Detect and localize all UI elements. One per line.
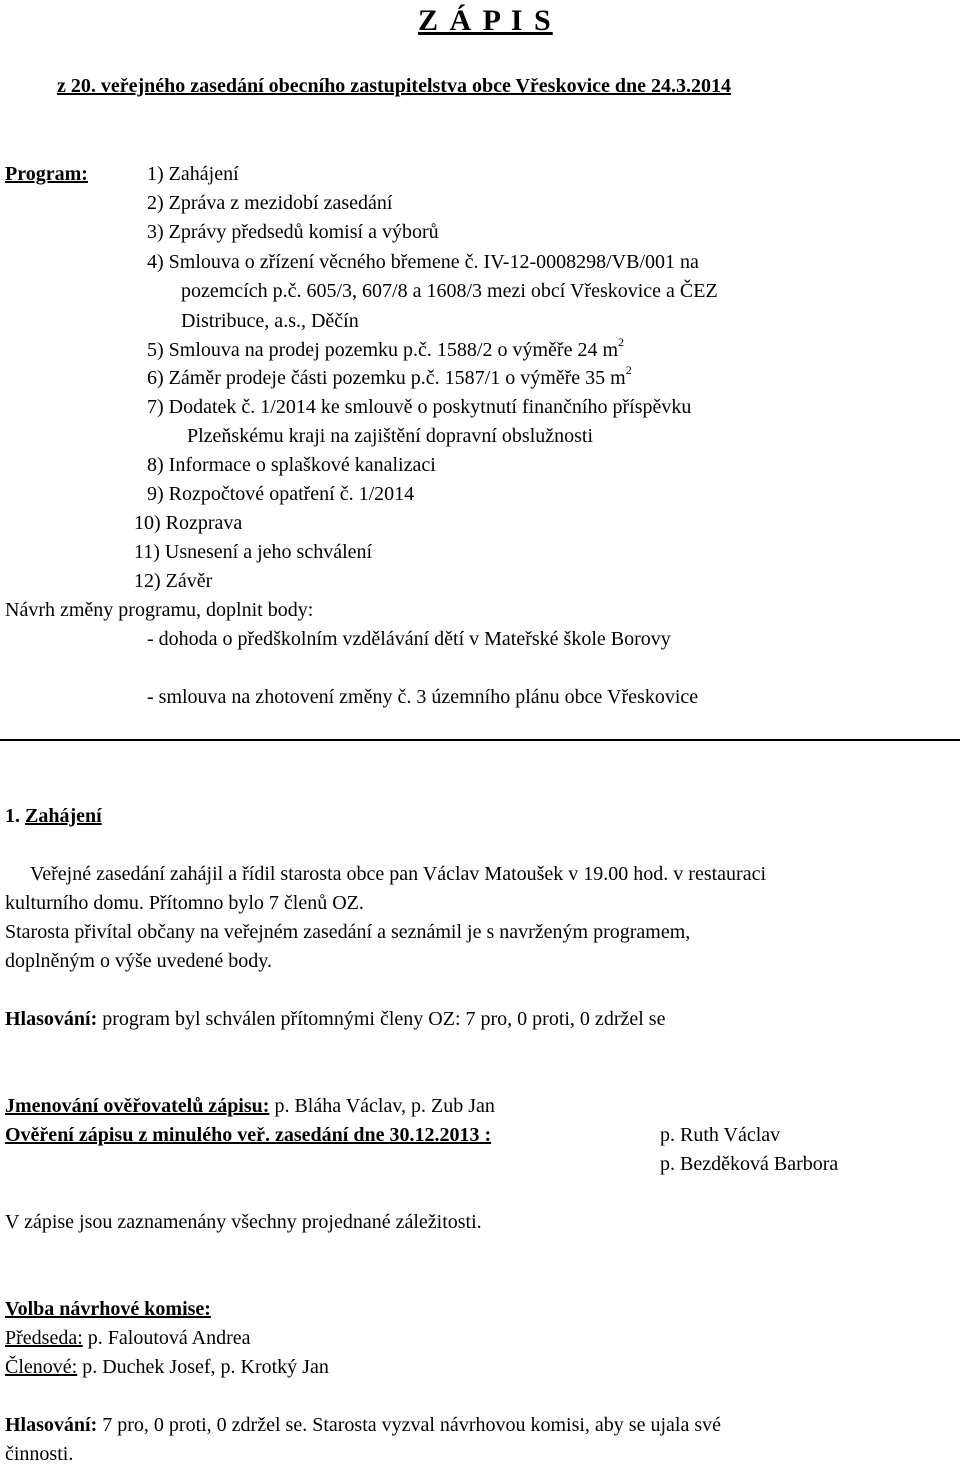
members-line: Členové: p. Duchek Josef, p. Krotký Jan bbox=[5, 1356, 329, 1378]
program-item: 12) Závěr bbox=[134, 570, 213, 592]
chair-line: Předseda: p. Faloutová Andrea bbox=[5, 1327, 251, 1349]
paragraph-line: kulturního domu. Přítomno bylo 7 členů OZ. bbox=[5, 892, 364, 914]
previous-minutes-name: p. Bezděková Barbora bbox=[660, 1153, 839, 1175]
program-item: 7) Dodatek č. 1/2014 ke smlouvě o poskytnutí finančního příspěvku bbox=[147, 396, 692, 418]
committee-label: Volba návrhové komise: bbox=[5, 1298, 211, 1320]
program-item: Distribuce, a.s., Děčín bbox=[181, 310, 359, 332]
section-heading: 1. Zahájení bbox=[5, 805, 102, 827]
previous-minutes-label: Ověření zápisu z minulého veř. zasedání dne 30.12.2013 : bbox=[5, 1124, 492, 1146]
document-title: Z Á P I S bbox=[418, 4, 553, 37]
program-item: 4) Smlouva o zřízení věcného břemene č. IV-12-0008298/VB/001 na bbox=[147, 251, 699, 273]
paragraph-line: doplněným o výše uvedené body. bbox=[5, 950, 272, 972]
program-item: pozemcích p.č. 605/3, 607/8 a 1608/3 mezi obcí Vřeskovice a ČEZ bbox=[181, 280, 718, 302]
previous-minutes-name: p. Ruth Václav bbox=[660, 1124, 781, 1146]
program-item: 1) Zahájení bbox=[147, 163, 239, 185]
vote-line: Hlasování: program byl schválen přítomnými členy OZ: 7 pro, 0 proti, 0 zdržel se bbox=[5, 1008, 666, 1030]
program-change-item: - smlouva na zhotovení změny č. 3 územního plánu obce Vřeskovice bbox=[147, 686, 699, 708]
superscript: 2 bbox=[625, 363, 632, 378]
program-item: 5) Smlouva na prodej pozemku p.č. 1588/2 o výměře 24 $m^2$ bbox=[147, 335, 625, 361]
program-change-item: - dohoda o předškolním vzdělávání dětí v Mateřské škole Borovy bbox=[147, 628, 671, 650]
paragraph-line: Veřejné zasedání zahájil a řídil starosta obce pan Václav Matoušek v 19.00 hod. v restauraci bbox=[30, 863, 767, 885]
program-item: Plzeňskému kraji na zajištění dopravní obslužnosti bbox=[187, 425, 594, 447]
program-item: 9) Rozpočtové opatření č. 1/2014 bbox=[147, 483, 415, 505]
program-item: 2) Zpráva z mezidobí zasedání bbox=[147, 192, 393, 214]
divider bbox=[0, 739, 960, 741]
program-item: 3) Zprávy předsedů komisí a výborů bbox=[147, 221, 439, 243]
vote2-line-cont: činnosti. bbox=[5, 1443, 74, 1465]
program-item: 8) Informace o splaškové kanalizaci bbox=[147, 454, 436, 476]
verifiers-line: Jmenování ověřovatelů zápisu: p. Bláha Václav, p. Zub Jan bbox=[5, 1095, 495, 1117]
record-note: V zápise jsou zaznamenány všechny projednané záležitosti. bbox=[5, 1211, 482, 1233]
program-change-label: Návrh změny programu, doplnit body: bbox=[5, 599, 314, 621]
superscript: 2 bbox=[618, 335, 625, 350]
program-label: Program: bbox=[5, 163, 88, 185]
paragraph-line: Starosta přivítal občany na veřejném zasedání a seznámil je s navrženým programem, bbox=[5, 921, 691, 943]
program-item: 10) Rozprava bbox=[134, 512, 243, 534]
document-subtitle: z 20. veřejného zasedání obecního zastupitelstva obce Vřeskovice dne 24.3.2014 bbox=[57, 75, 732, 97]
program-item: 11) Usnesení a jeho schválení bbox=[134, 541, 373, 563]
program-item: 6) Záměr prodeje části pozemku p.č. 1587/1 o výměře 35 $m^2$ bbox=[147, 363, 632, 389]
vote2-line: Hlasování: 7 pro, 0 proti, 0 zdržel se. Starosta vyzval návrhovou komisi, aby se ujala své bbox=[5, 1414, 721, 1436]
